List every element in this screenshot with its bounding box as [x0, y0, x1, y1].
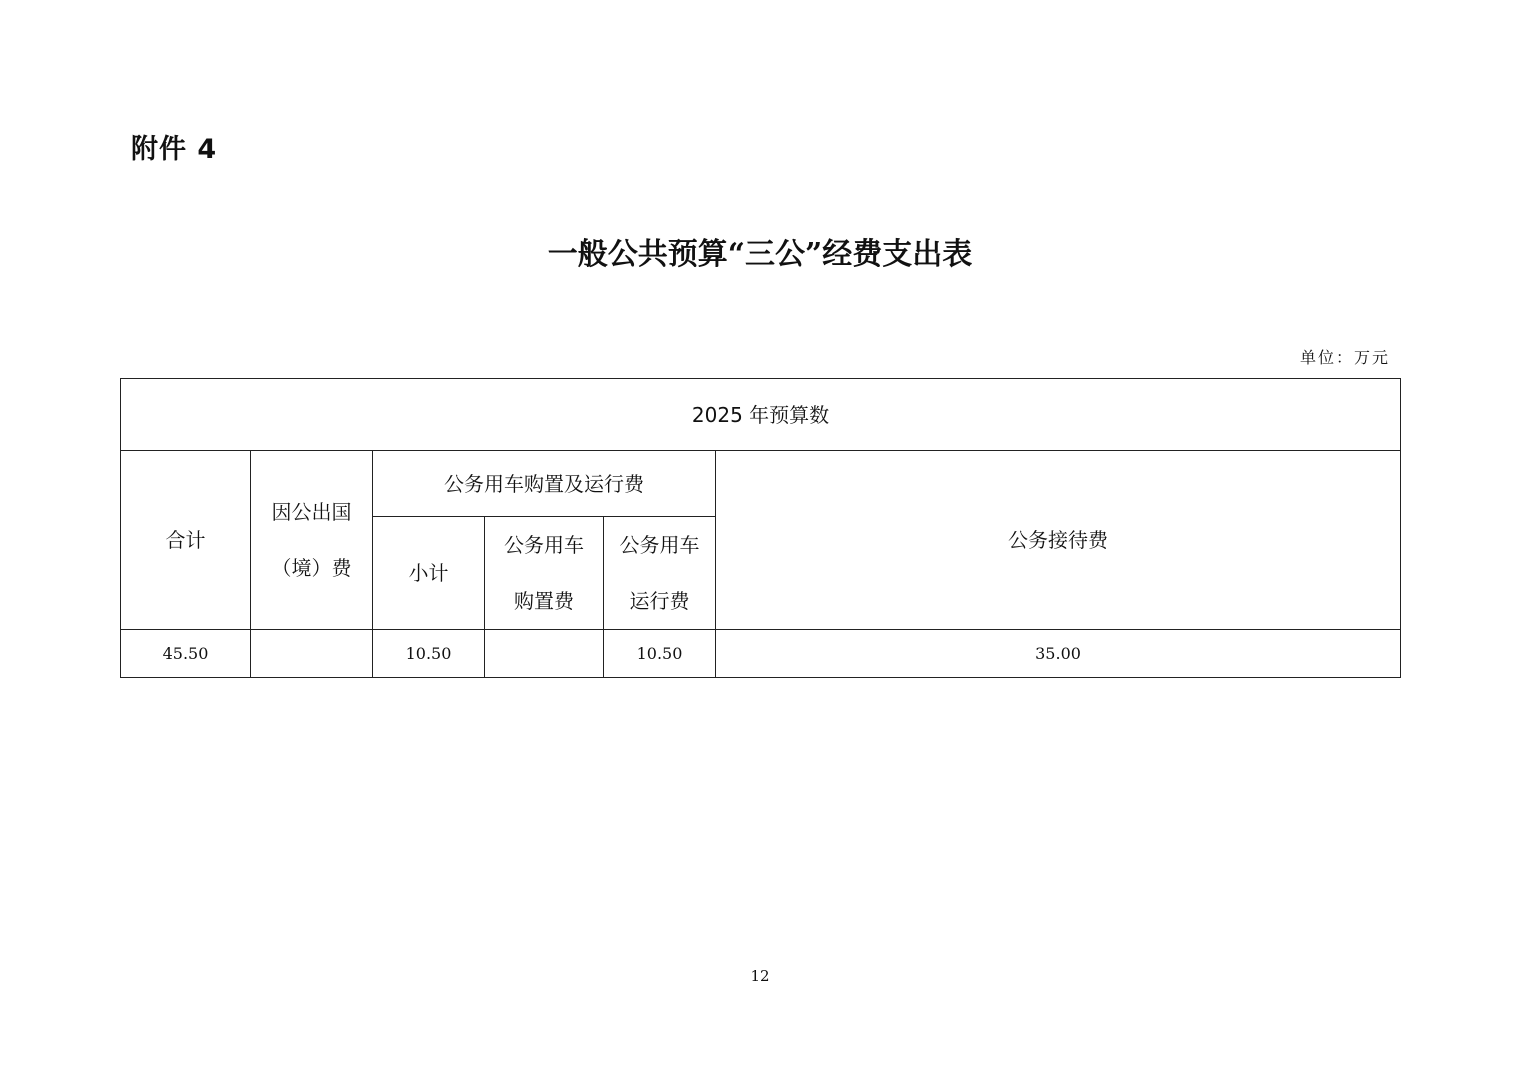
header-overseas	[251, 451, 373, 630]
attachment-label: 附件 4	[131, 134, 218, 165]
cell-vehicle-purchase-value	[485, 630, 604, 678]
year-budget-header: 2025 年预算数	[121, 379, 1401, 451]
table-row-header-1	[121, 451, 1401, 517]
header-vehicle-operation-line-1: 公务用车	[619, 533, 700, 557]
three-public-expenses-table	[120, 378, 1401, 678]
table-row	[121, 630, 1401, 678]
header-overseas-line-1: 因公出国	[271, 500, 352, 524]
cell-overseas-value	[251, 630, 373, 678]
header-vehicle-purchase	[485, 517, 604, 630]
cell-total-value: 45.50	[121, 630, 251, 678]
header-total: 合计	[121, 451, 251, 630]
header-reception: 公务接待费	[716, 451, 1401, 630]
cell-vehicle-subtotal-value: 10.50	[373, 630, 485, 678]
document-title: 一般公共预算“三公”经费支出表	[547, 237, 973, 272]
header-vehicle-purchase-line-1: 公务用车	[504, 533, 584, 557]
unit-label: 单位：万元	[1299, 348, 1390, 367]
header-vehicle-group: 公务用车购置及运行费	[373, 451, 716, 517]
header-vehicle-operation	[604, 517, 716, 630]
page-number: 12	[750, 967, 770, 985]
header-overseas-line-2: （境）费	[271, 556, 352, 580]
header-vehicle-subtotal: 小计	[373, 517, 485, 630]
cell-vehicle-operation-value: 10.50	[604, 630, 716, 678]
table-row-year-header	[121, 379, 1401, 451]
header-vehicle-purchase-line-2: 购置费	[514, 589, 574, 613]
cell-reception-value: 35.00	[716, 630, 1401, 678]
header-vehicle-operation-line-2: 运行费	[629, 589, 690, 613]
